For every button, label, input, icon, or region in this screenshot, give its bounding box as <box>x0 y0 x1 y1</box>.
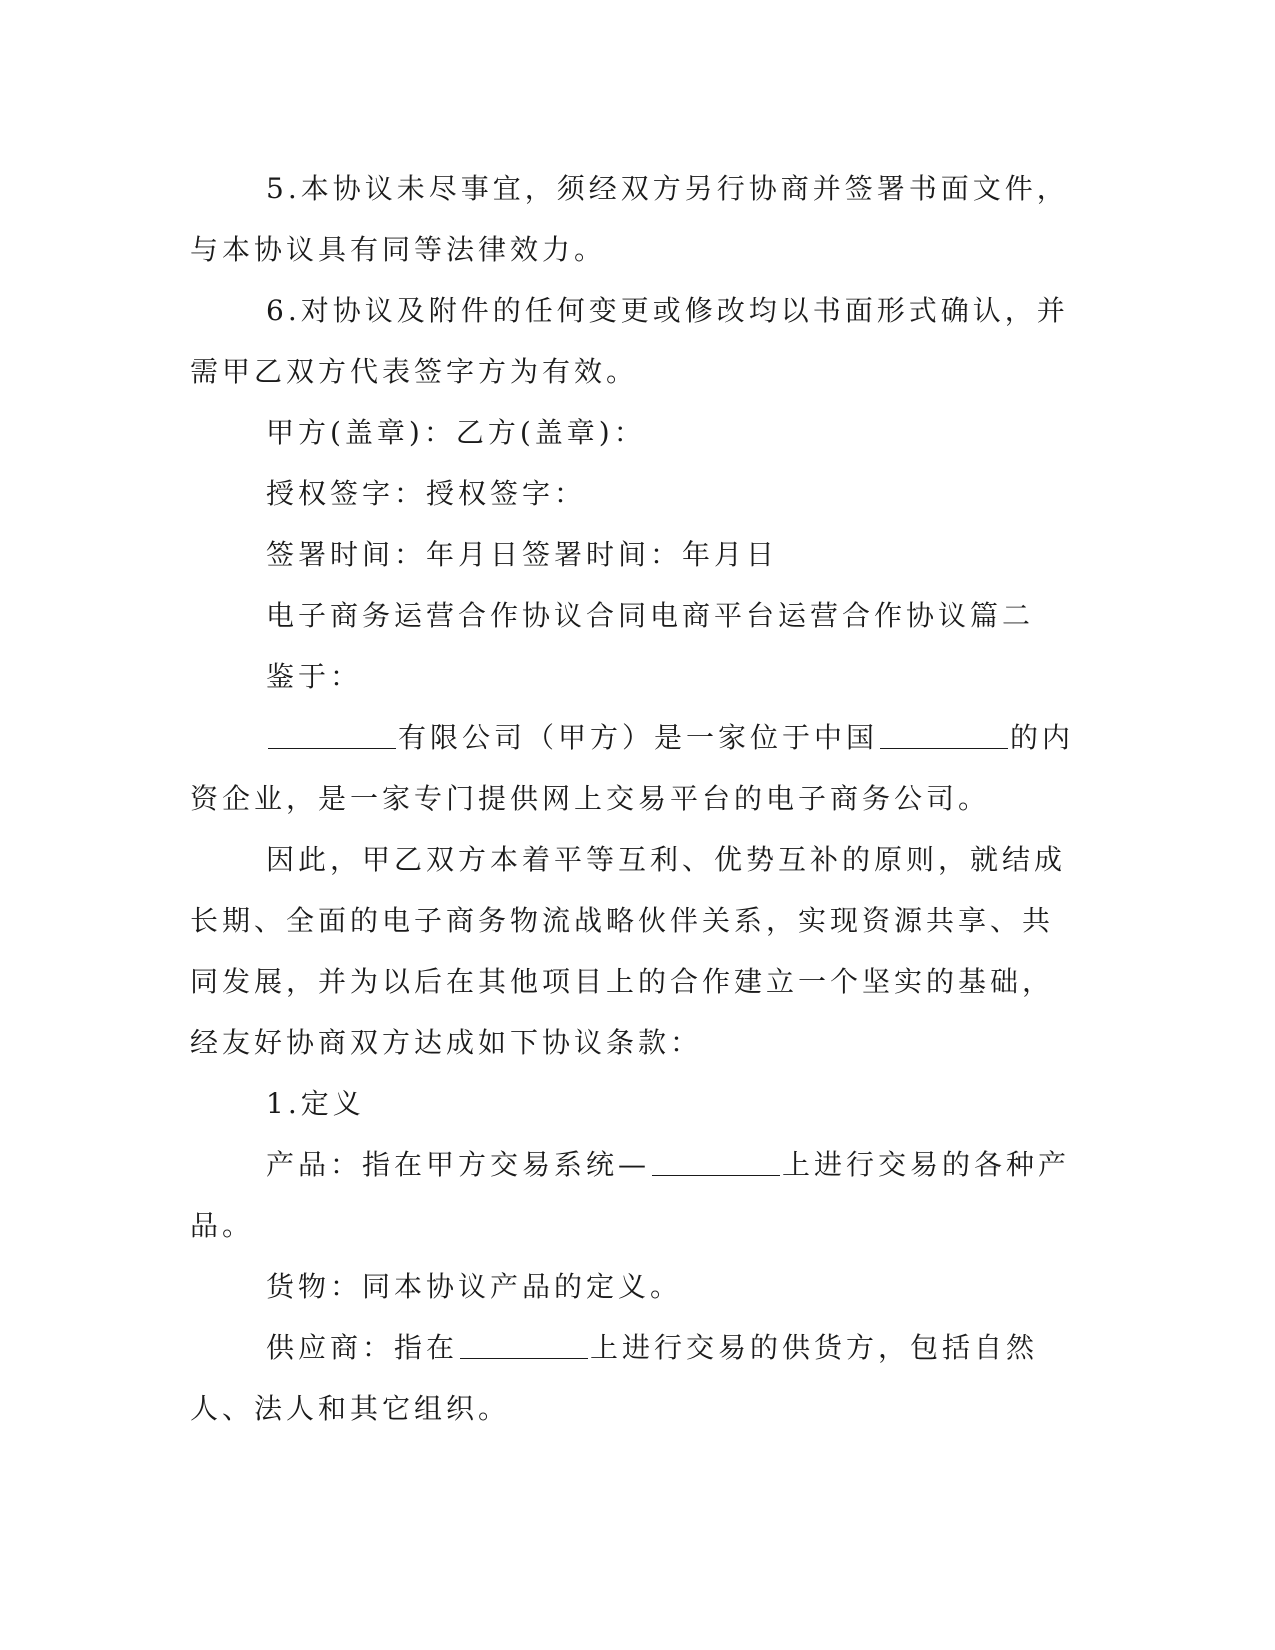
paragraph-clause-6: 6.对协议及附件的任何变更或修改均以书面形式确认，并需甲乙双方代表签字方为有效。 <box>190 294 1069 388</box>
definition-supplier <box>190 1317 1080 1439</box>
paragraph-clause-5: 5.本协议未尽事宜，须经双方另行协商并签署书面文件，与本协议具有同等法律效力。 <box>190 172 1069 266</box>
definition-product-text-2: 上进行交易的各种产品。 <box>190 1148 1071 1242</box>
paragraph-party-a-text-2: 的内资企业，是一家专门提供网上交易平台的电子商务公司。 <box>190 721 1075 815</box>
fill-blank <box>268 718 396 749</box>
definition-supplier-text-1: 供应商：指在 <box>266 1331 459 1364</box>
whereas-label: 鉴于： <box>266 660 363 693</box>
definition-supplier-text-2: 上进行交易的供货方，包括自然人、法人和其它组织。 <box>190 1331 1039 1425</box>
fill-blank <box>880 718 1008 749</box>
definition-product-text-1: 产品：指在甲方交易系统— <box>266 1148 651 1181</box>
paragraph-party-a <box>190 707 1080 829</box>
fill-blank <box>460 1328 588 1359</box>
paragraph-party-a-text-1: 有限公司（甲方）是一家位于中国 <box>398 721 879 754</box>
definitions-heading: 1.定义 <box>266 1087 365 1120</box>
signature-seal-line: 甲方(盖章)：乙方(盖章)： <box>266 416 646 449</box>
paragraph-purpose: 因此，甲乙双方本着平等互利、优势互补的原则，就结成长期、全面的电子商务物流战略伙伴关系，实现资源共享、共同发展，并为以后在其他项目上的合作建立一个坚实的基础，经友好协商双方达成如下协议条款： <box>190 843 1067 1059</box>
definition-product <box>190 1134 1080 1256</box>
signature-authorized-line: 授权签字：授权签字： <box>266 477 587 510</box>
fill-blank <box>652 1145 780 1176</box>
document-body <box>190 158 1080 1439</box>
section-heading: 电子商务运营合作协议合同电商平台运营合作协议篇二 <box>266 599 1035 632</box>
signature-date-line: 签署时间：年月日签署时间：年月日 <box>266 538 779 571</box>
definition-goods: 货物：同本协议产品的定义。 <box>266 1270 683 1303</box>
